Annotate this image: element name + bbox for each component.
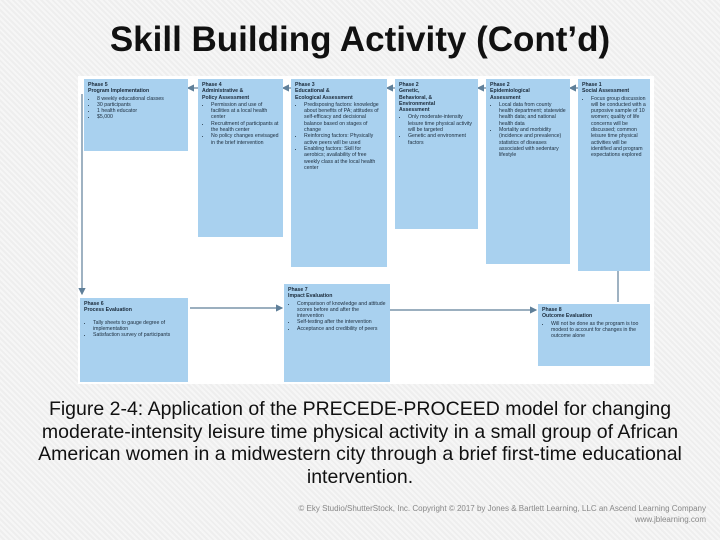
phase-title: Assessment: [490, 94, 521, 101]
phase4-heading: [202, 82, 279, 101]
list-item: • No policy changes envisaged in the brief intervention: [211, 133, 279, 146]
phase3-heading: [295, 82, 383, 101]
phase7-box: [284, 284, 390, 382]
phase5-heading: [88, 82, 184, 95]
list-item: • Reinforcing factors: Physically active peers will be used: [304, 133, 383, 146]
copyright-notice: [298, 503, 706, 525]
phase-title: Environmental: [399, 100, 436, 107]
slide-title: Skill Building Activity (Cont’d): [109, 20, 611, 59]
list-item: • 1 health educator: [97, 108, 184, 114]
list-item: • Only moderate-intensity leisure time physical activity will be targeted: [408, 114, 474, 133]
list-item: • Self-testing after the intervention: [297, 319, 386, 325]
precede-proceed-figure: [78, 76, 654, 384]
phase4-list: [202, 102, 279, 146]
phase-title: Policy Assessment: [202, 94, 250, 101]
phase2a-heading: [399, 82, 474, 113]
phase6-box: [80, 298, 188, 382]
phase2b-list: [490, 102, 566, 159]
phase5-box: [84, 79, 188, 151]
phase6-heading: [84, 301, 184, 314]
list-item: • $5,000: [97, 114, 184, 120]
list-item: • Enabling factors: Skill for aerobics; availability of free weekly class at the local health center: [304, 146, 383, 171]
list-item: • 8 weekly educational classes: [97, 96, 184, 102]
phase-title: Ecological Assessment: [295, 94, 353, 101]
phase2b-heading: [490, 82, 566, 101]
phase-title: Impact Evaluation: [288, 293, 333, 300]
list-item: • Focus group discussion will be conducted with a purposive sample of 10 women; quality of life concerns will be discussed; common leisure time physical activities will be identified and program expectations explored: [591, 96, 646, 159]
list-item: • Comparison of knowledge and attitude scores before and after the intervention: [297, 301, 386, 320]
list-item: • Local data from county health department; statewide health data; and national health data: [499, 102, 566, 127]
phase7-heading: [288, 287, 386, 300]
phase-number: Phase 2: [490, 82, 510, 88]
phase-number: Phase 3: [295, 82, 315, 88]
phase3-box: [291, 79, 387, 267]
copyright-line: © Eky Studio/ShutterStock, Inc. Copyright © 2017 by Jones & Bartlett Learning, LLC an Ascend Learning Company: [298, 504, 706, 513]
list-item: • Recruitment of participants at the health center: [211, 121, 279, 134]
phase-number: Phase 4: [202, 82, 222, 88]
list-item: • Predisposing factors: knowledge about benefits of PA; attitudes of self-efficacy and decisional balance based on stages of change: [304, 102, 383, 133]
phase-title: Assessment: [399, 107, 430, 114]
phase-title: Genetic,: [399, 88, 420, 95]
list-item: • Will not be done as the program is too modest to account for changes in the outcome alone: [551, 321, 646, 340]
figure-caption: Figure 2-4: Application of the PRECEDE-PROCEED model for changing moderate-intensity leisure time physical activity in a small group of African American women in a midwestern city through a brief first-time educational intervention.: [38, 398, 682, 488]
phase6-list: [84, 320, 184, 339]
list-item: • Tally sheets to gauge degree of implementation: [93, 320, 184, 333]
phase2a-box: [395, 79, 478, 229]
phase8-box: [538, 304, 650, 366]
phase8-list: [542, 321, 646, 340]
list-item: • Satisfaction survey of participants: [93, 332, 184, 338]
phase2b-box: [486, 79, 570, 264]
phase4-box: [198, 79, 283, 237]
phase1-box: [578, 79, 650, 271]
phase1-list: [582, 96, 646, 159]
copyright-url: www.jblearning.com: [634, 515, 706, 524]
phase-title: Outcome Evaluation: [542, 313, 593, 320]
phase-title: Behavioral, &: [399, 94, 433, 101]
list-item: • Permission and use of facilities at a local health center: [211, 102, 279, 121]
phase-number: Phase 8: [542, 307, 562, 313]
phase5-list: [88, 96, 184, 121]
phase-title: Process Evaluation: [84, 307, 132, 314]
phase-number: Phase 1: [582, 82, 602, 88]
phase3-list: [295, 102, 383, 171]
phase-number: Phase 2: [399, 82, 419, 88]
list-item: • 30 participants: [97, 102, 184, 108]
phase1-heading: [582, 82, 646, 95]
phase-number: Phase 6: [84, 301, 104, 307]
phase-title: Epidemiological: [490, 88, 530, 95]
phase7-list: [288, 301, 386, 332]
phase-title: Program Implementation: [88, 88, 150, 95]
phase8-heading: [542, 307, 646, 320]
phase-title: Social Assessment: [582, 88, 630, 95]
phase-title: Educational &: [295, 88, 330, 95]
list-item: • Mortality and morbidity (incidence and prevalence) statistics of diseases associated with sedentary lifestyle: [499, 127, 566, 158]
phase-number: Phase 7: [288, 287, 308, 293]
phase-number: Phase 5: [88, 82, 108, 88]
phase-title: Administrative &: [202, 88, 244, 95]
list-item: • Genetic and environment factors: [408, 133, 474, 146]
list-item: • Acceptance and credibility of peers: [297, 326, 386, 332]
phase2a-list: [399, 114, 474, 145]
